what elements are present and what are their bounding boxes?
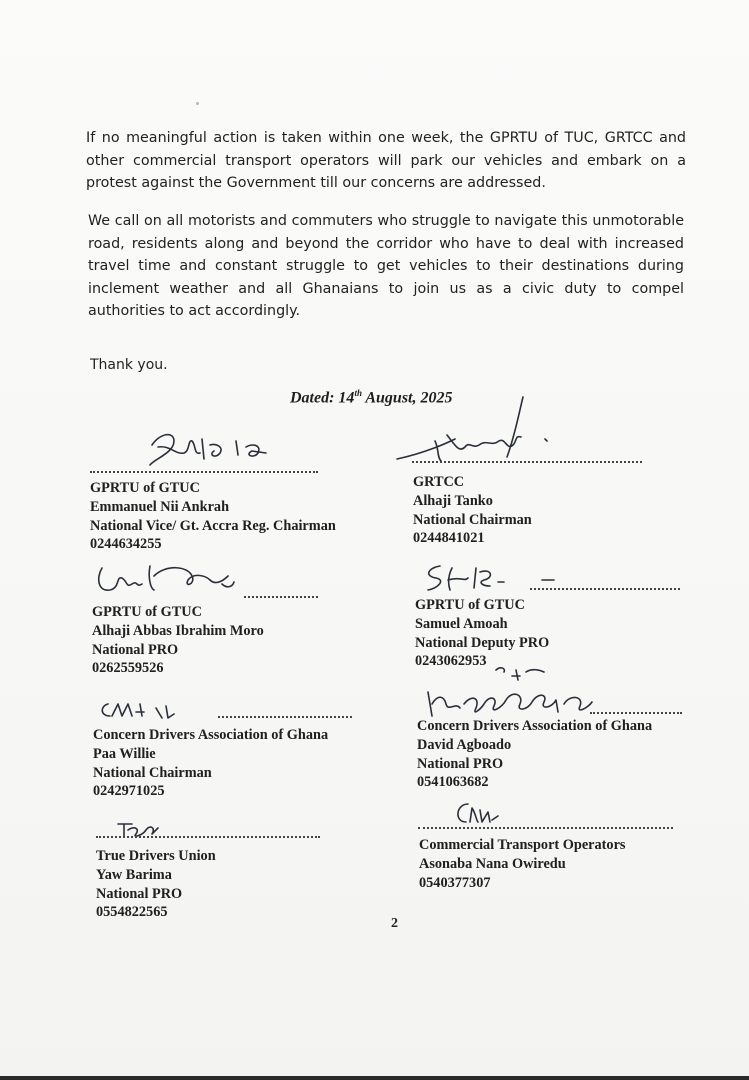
signatory-phone: 0262559526: [92, 660, 164, 677]
page-number: 2: [391, 916, 398, 931]
signature-line-7: [96, 836, 320, 838]
signatory-name: Asonaba Nana Owiredu: [419, 855, 566, 872]
signatory-org: GRTCC: [413, 474, 465, 490]
signatory-block-5: [93, 726, 328, 801]
signature-6: [420, 664, 610, 719]
signature-line-5: [218, 716, 352, 718]
signatory-block-4: [415, 596, 549, 671]
signature-line-8: [418, 827, 673, 829]
signatory-title: National Vice/ Gt. Accra Reg. Chairman: [90, 517, 336, 534]
signatory-title: National PRO: [92, 641, 179, 658]
closing-text: Thank you.: [90, 357, 168, 373]
signature-line-4: [530, 588, 680, 590]
date-prefix: Dated: 14: [290, 389, 355, 407]
signature-line-2: [412, 461, 642, 463]
signatory-org: Concern Drivers Association of Ghana: [417, 718, 653, 734]
signatory-block-1: [90, 479, 336, 554]
signatory-org: GPRTU of GTUC: [92, 604, 202, 620]
paragraph-ultimatum: If no meaningful action is taken within one week, the GPRTU of TUC, GRTCC and other commercial transport operators will park our vehicles and embark on a protest against the Government till our concerns are addressed.: [86, 130, 686, 191]
signature-8: [448, 798, 508, 830]
paper-speck: [196, 102, 199, 105]
signatory-title: National Chairman: [413, 511, 532, 528]
signatory-title: National Chairman: [93, 764, 212, 781]
signature-line-3: [244, 596, 318, 598]
signatory-block-2: [413, 473, 532, 548]
paragraph-call-to-action: We call on all motorists and commuters who struggle to navigate this unmotorable road, residents along and beyond the corridor who have to deal with increased travel time and constant struggle to get vehicles to their destinations during inclement weather and all Ghanaians to join us as a civic duty to compel authorities to act accordingly.: [88, 213, 684, 319]
signature-3: [92, 558, 242, 598]
signatory-org: GPRTU of GTUC: [415, 597, 525, 613]
signature-2: [395, 395, 560, 470]
date-rest: August, 2025: [361, 389, 453, 407]
signatory-phone: 0541063682: [417, 774, 489, 791]
signatory-name: Emmanuel Nii Ankrah: [90, 498, 230, 515]
signatory-name: Yaw Barima: [96, 866, 172, 883]
signature-line-6: [590, 712, 682, 714]
signature-5: [96, 698, 226, 722]
signatory-phone: 0244841021: [413, 530, 485, 547]
signatory-title: National PRO: [417, 755, 504, 772]
bottom-edge: [0, 1076, 749, 1080]
signatory-phone: 0242971025: [93, 783, 165, 800]
signatory-title: National Deputy PRO: [415, 634, 550, 651]
signatory-phone: 0554822565: [96, 904, 168, 921]
signatory-block-3: [92, 603, 264, 678]
signatory-org: Commercial Transport Operators: [419, 837, 626, 853]
signatory-title: National PRO: [96, 885, 183, 902]
signatory-org: True Drivers Union: [96, 848, 216, 864]
signatory-phone: 0243062953: [415, 653, 487, 670]
signatory-name: Alhaji Abbas Ibrahim Moro: [92, 622, 264, 639]
signatory-name: Samuel Amoah: [415, 615, 508, 632]
signatory-org: Concern Drivers Association of Ghana: [93, 727, 329, 743]
signatory-phone: 0244634255: [90, 536, 162, 553]
signatory-name: David Agboado: [417, 736, 512, 753]
signatory-name: Paa Willie: [93, 745, 156, 762]
signatory-phone: 0540377307: [419, 874, 491, 891]
signatory-block-6: [417, 717, 652, 792]
signatory-name: Alhaji Tanko: [413, 492, 493, 509]
signatory-block-7: [96, 847, 216, 922]
signatory-block-8: [419, 836, 625, 892]
signature-line-1: [90, 471, 318, 473]
signatory-org: GPRTU of GTUC: [90, 480, 200, 496]
date-suffix-sup: th: [354, 388, 362, 398]
signature-1: [140, 425, 280, 470]
